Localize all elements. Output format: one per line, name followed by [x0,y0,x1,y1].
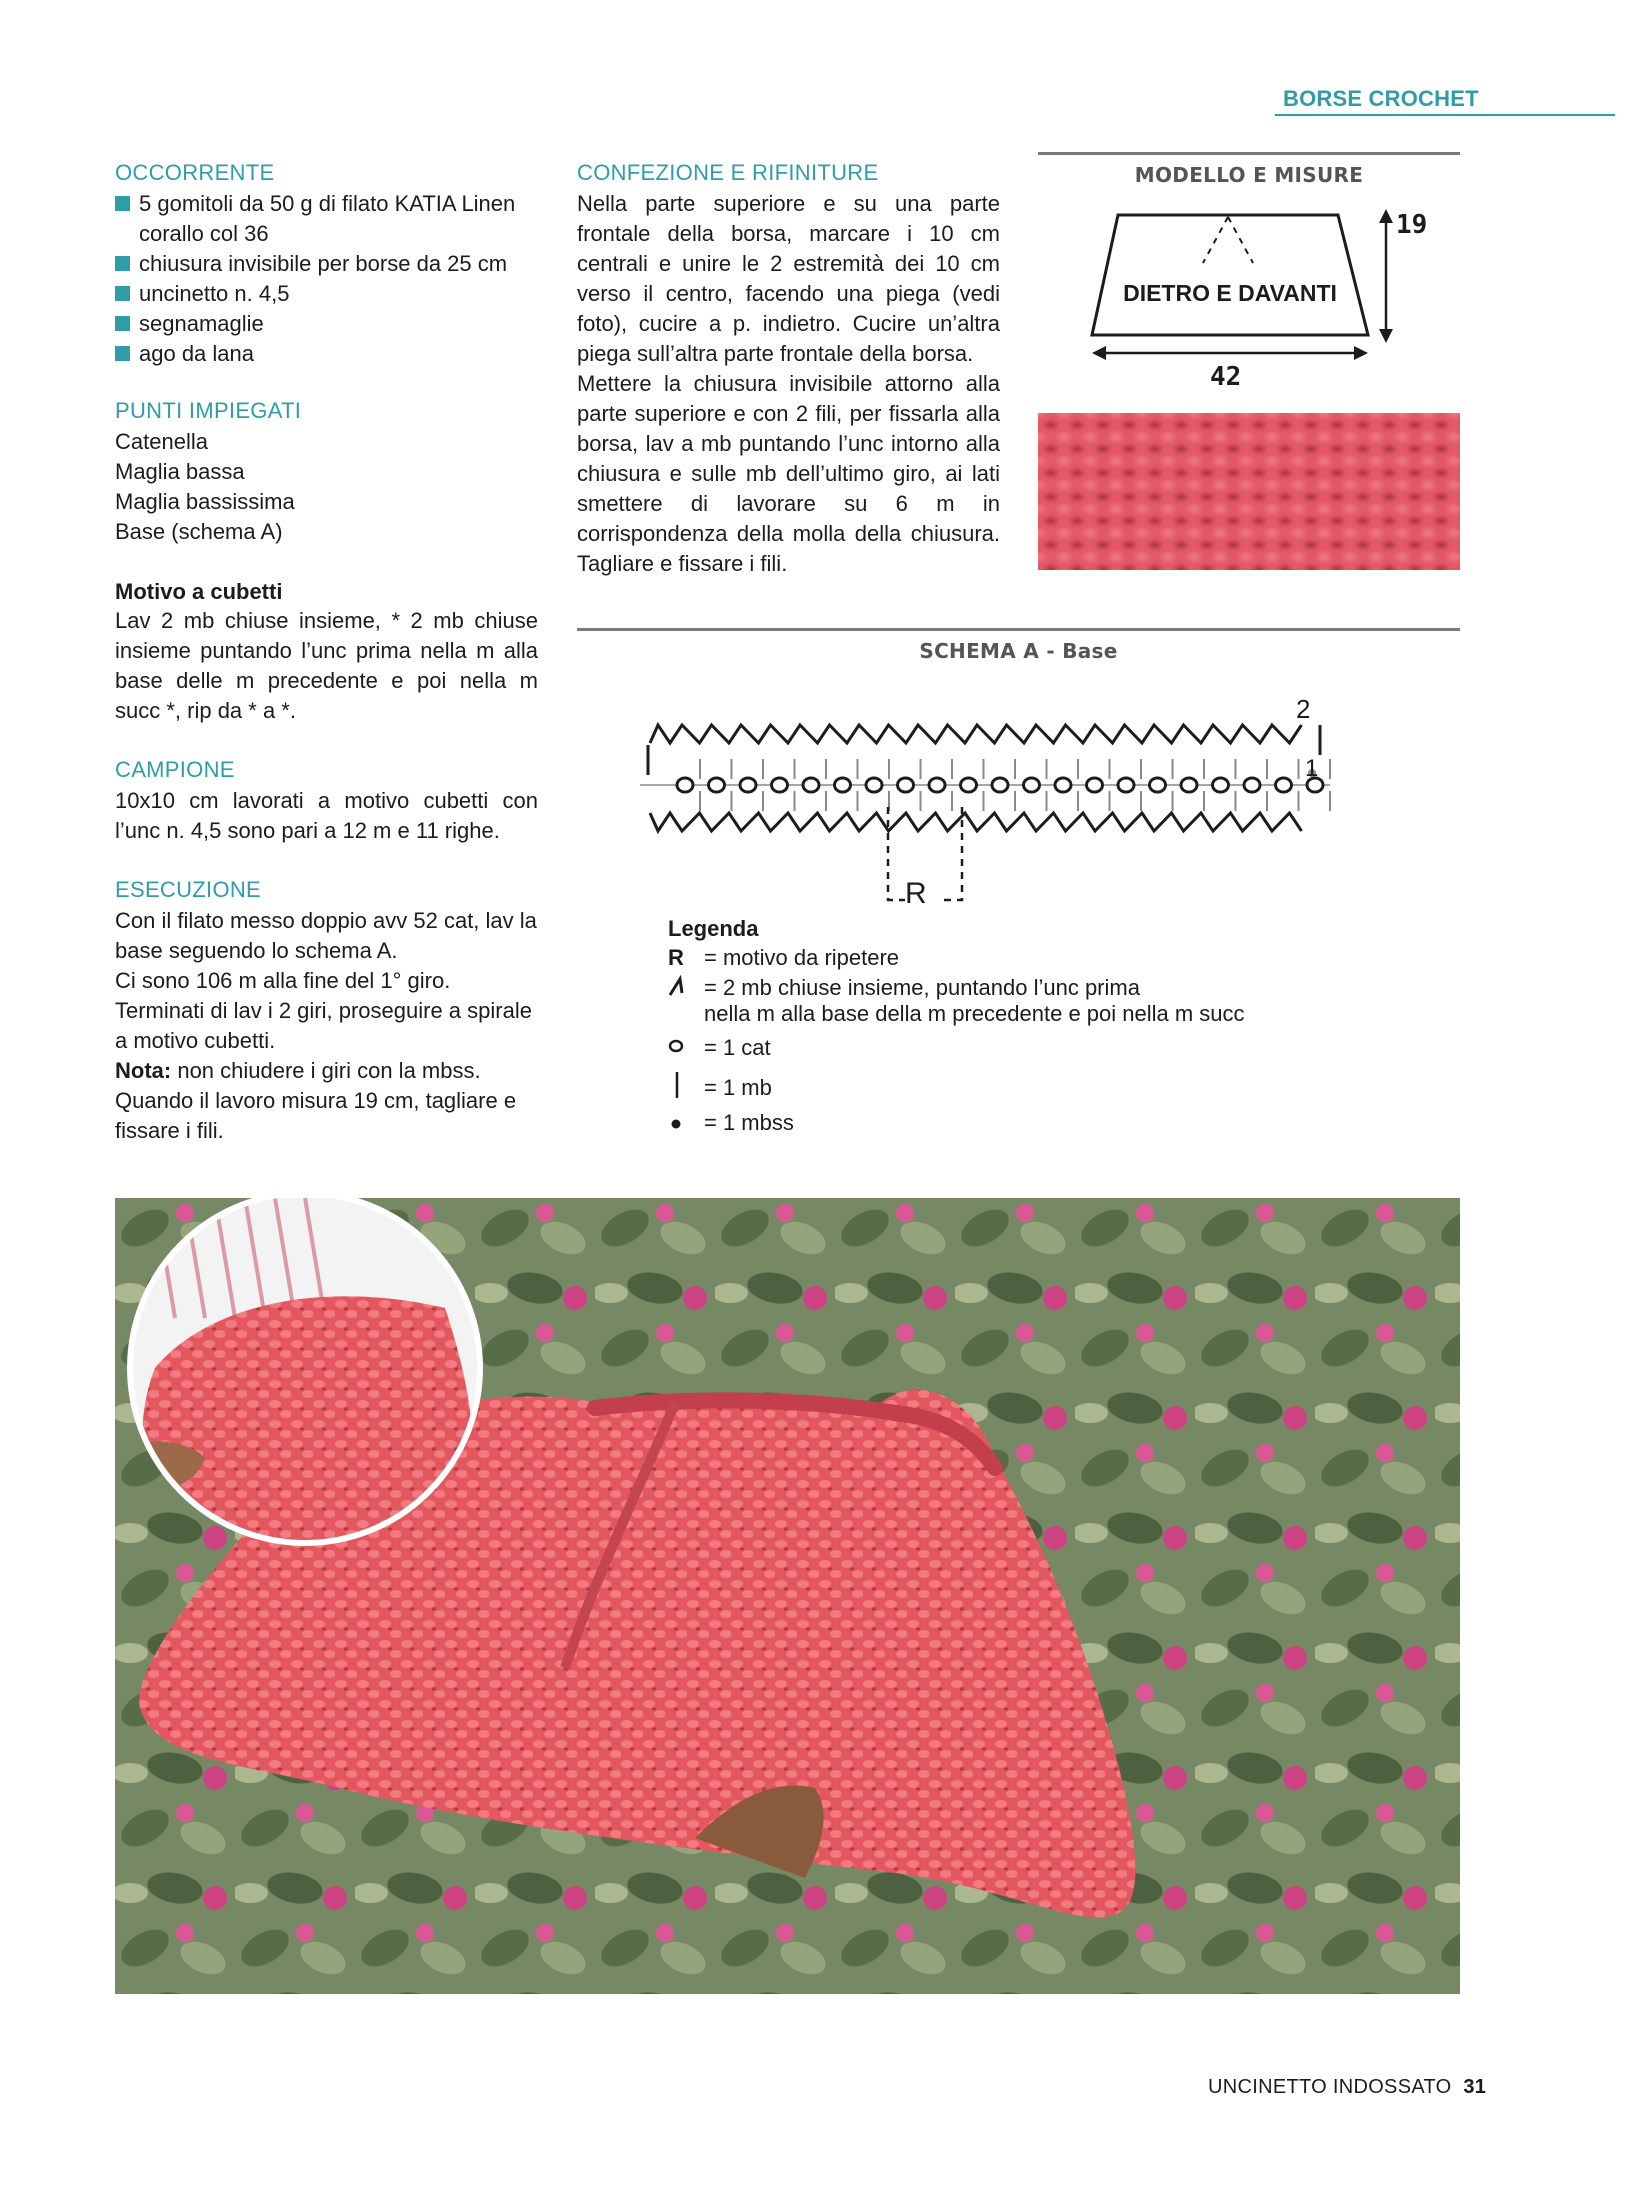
section-header [1283,86,1479,112]
occorrente-list [115,189,540,369]
chain-stitch [1055,778,1071,792]
legend-item-mb: = 1 mb [668,1070,772,1106]
chain-stitch [835,778,851,792]
square-bullet-icon [115,316,130,331]
motivo-text: Lav 2 mb chiuse insieme, * 2 mb chiuse insieme puntando l’unc prima nella m alla base delle m precedente e poi nella m succ *, rip da * a *. [115,608,538,723]
arrow-right-icon [1354,346,1368,360]
modello-top-rule [1038,152,1460,155]
chain-stitch [1024,778,1040,792]
footer [1208,2076,1486,2099]
nota-label: Nota: [115,1058,172,1083]
chain-stitch [1087,778,1103,792]
list-item: segnamaglie [115,309,540,339]
chain-stitch [929,778,945,792]
esecuzione-title: ESECUZIONE [115,877,262,902]
campione-text: 10x10 cm lavorati a motivo cubetti con l’unc n. 4,5 sono pari a 12 m e 11 righe. [115,788,538,843]
chain-stitch [992,778,1008,792]
punti-title: PUNTI IMPIEGATI [115,398,302,423]
single-crochet-symbol-icon [668,1070,704,1106]
modello-height: 19 [1396,210,1428,240]
schema-repeat-label: R [905,877,927,910]
chain-stitch [803,778,819,792]
slip-stitch-symbol-icon [668,1110,704,1136]
campione-title: CAMPIONE [115,757,235,782]
chain-stitch [1213,778,1229,792]
arrow-down-icon [1379,329,1393,343]
chain-stitch [1181,778,1197,792]
chain-stitch [866,778,882,792]
confezione-title: CONFEZIONE E RIFINITURE [577,160,879,185]
chain-symbol-icon [668,1035,704,1061]
modello-width: 42 [1210,362,1242,392]
legenda-title: Legenda [668,916,759,941]
list-item: Base (schema A) [115,519,283,544]
chain-stitch [898,778,914,792]
schema-rule [577,628,1460,631]
schema-row-1: 1 [1305,755,1319,782]
stitch-swatch-photo [1038,413,1460,570]
bag-trapezoid [1092,215,1368,335]
schema-chart [640,695,1360,925]
chain-stitch [740,778,756,792]
square-bullet-icon [115,286,130,301]
legend-item-dec: = 2 mb chiuse insieme, puntando l’unc prima nella m alla base della m precedente e poi nella m succ [668,975,1245,1027]
motivo-title: Motivo a cubetti [115,579,283,604]
square-bullet-icon [115,196,130,211]
legend-item-cat: = 1 cat [668,1035,771,1061]
arrow-left-icon [1092,346,1106,360]
schema-title: SCHEMA A - Base [919,639,1118,663]
list-item: uncinetto n. 4,5 [115,279,540,309]
page-number: 31 [1463,2076,1487,2098]
modello-title: MODELLO E MISURE [1134,163,1364,187]
decrease-symbol-icon [668,975,704,1003]
schema-row-2: 2 [1296,694,1311,724]
legend-item-mbss: = 1 mbss [668,1110,794,1136]
footer-magazine: UNCINETTO INDOSSATO [1208,2076,1452,2098]
chain-stitch [677,778,693,792]
modello-label: DIETRO E DAVANTI [1123,280,1337,306]
legend-symbol-r: R [668,945,684,970]
square-bullet-icon [115,346,130,361]
list-item: Maglia bassa [115,459,245,484]
list-item: chiusura invisibile per borse da 25 cm [115,249,540,279]
chain-stitch [1118,778,1134,792]
chain-stitch [1244,778,1260,792]
legend-item-r: R = motivo da ripetere [668,945,900,970]
pleat-line-left [1203,217,1228,263]
arrow-up-icon [1379,209,1393,223]
chain-stitch [1150,778,1166,792]
chain-stitch [961,778,977,792]
confezione-text: Nella parte superiore e su una parte frontale della borsa, marcare i 10 cm centrali e unire le 2 estremità dei 10 cm verso il centro, facendo una piega (vedi foto), cucire a p. indietro. Cucire un’altra piega sull’altra parte frontale della borsa. Mettere la chiusura invisibile attorno alla parte superiore e con 2 fili, per fissarla alla borsa, lav a mb puntando l’unc intorno alla chiusura e sulle mb dell’ultimo giro, ai lati smettere di lavorare su 6 m in corrispondenza della molla della chiusura. Tagliare e fissare i fili. [577,191,1000,576]
list-item: Catenella [115,429,208,454]
list-item: Maglia bassissima [115,489,295,514]
chain-stitch [709,778,725,792]
esecuzione-text: Con il filato messo doppio avv 52 cat, lav la base seguendo lo schema A. Ci sono 106 m alla fine del 1° giro. Terminati di lav i 2 giri, proseguire a spirale a motivo cubetti. Nota: non chiudere i giri con la mbss. Quando il lavoro misura 19 cm, tagliare e fissare i fili. [115,908,537,1143]
section-header-label: BORSE CROCHET [1283,86,1479,111]
chain-stitch [772,778,788,792]
decrease-row-bottom [650,813,1302,831]
list-item: 5 gomitoli da 50 g di filato KATIA Linen corallo col 36 [115,189,540,249]
square-bullet-icon [115,256,130,271]
chain-stitch [1276,778,1292,792]
pleat-line-right [1228,217,1253,263]
occorrente-title: OCCORRENTE [115,160,275,185]
main-bag-photo [115,1198,1460,1994]
header-rule [1275,114,1615,116]
list-item: ago da lana [115,339,540,369]
decrease-row-top [650,725,1302,743]
punti-list [115,427,540,547]
